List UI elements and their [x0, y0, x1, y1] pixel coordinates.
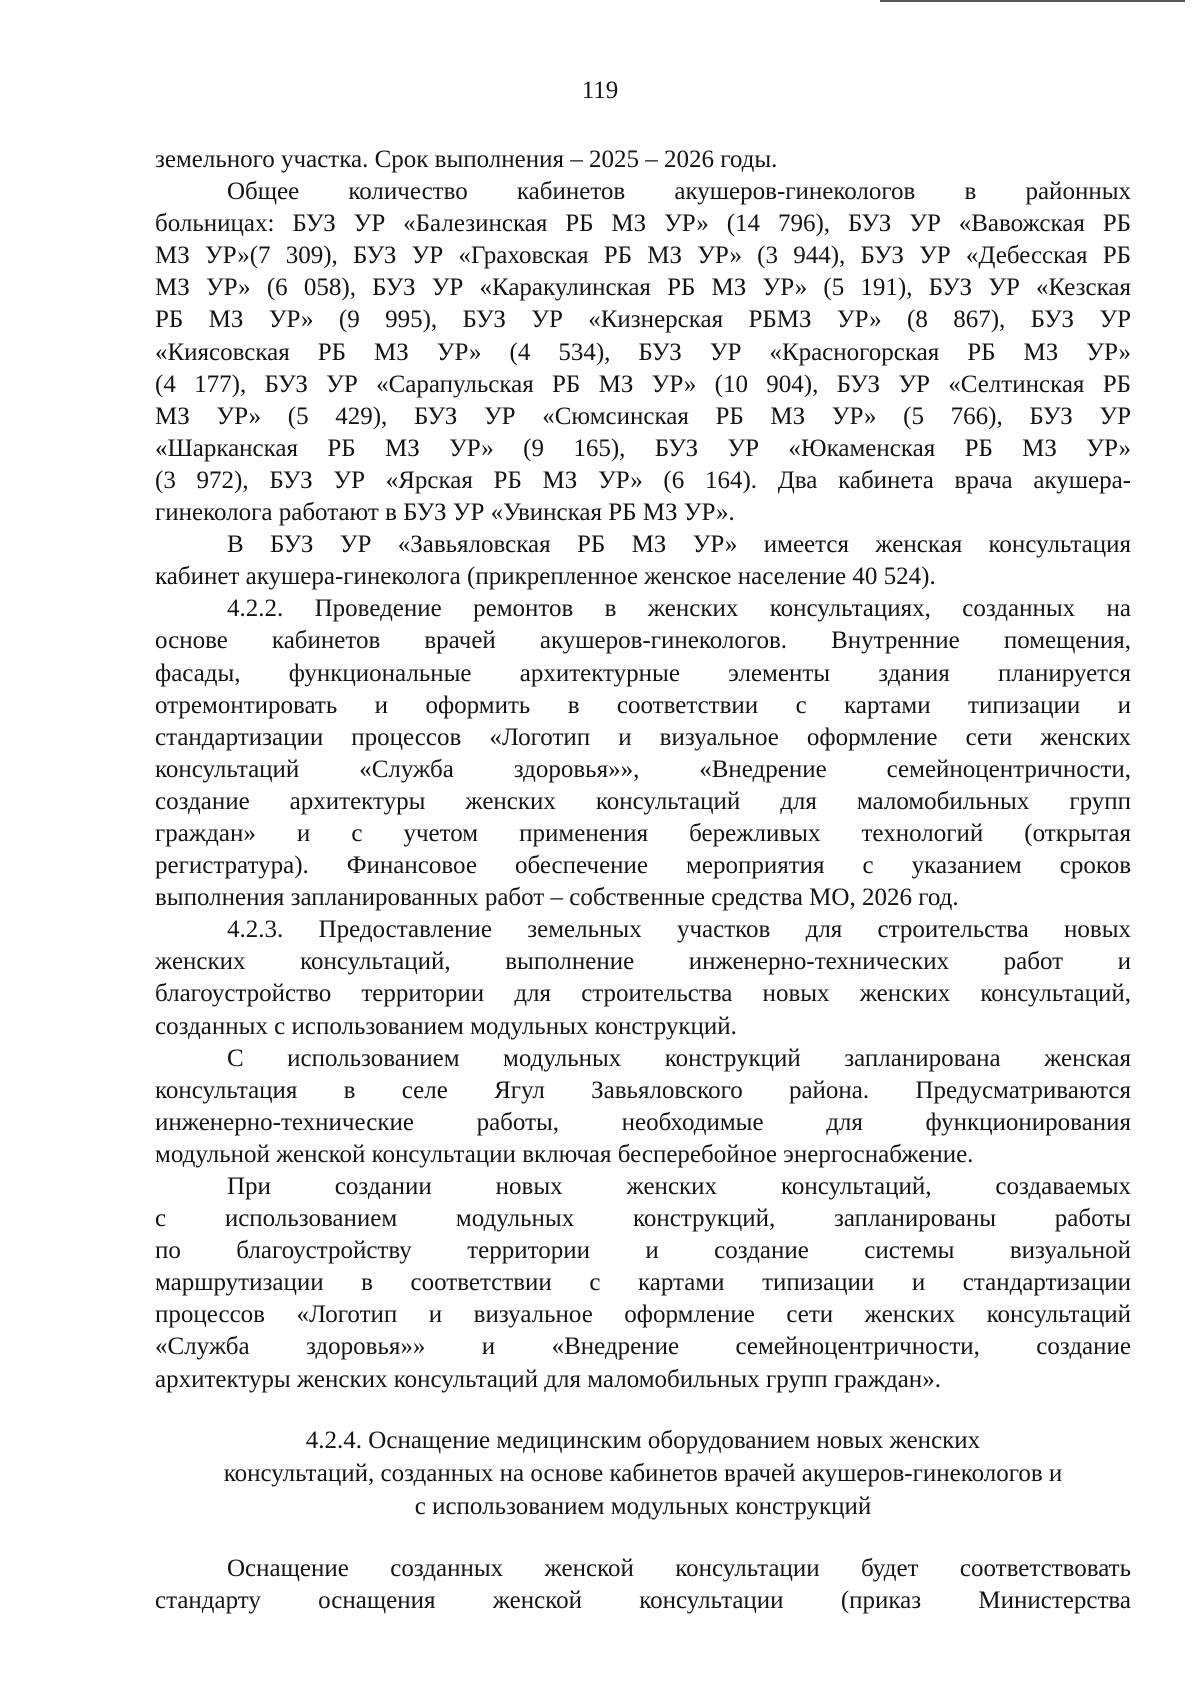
scan-edge-line [880, 0, 1185, 2]
text-line: (4 177), БУЗ УР «Сарапульская РБ МЗ УР» (10 904), БУЗ УР «Селтинская РБ [155, 370, 1131, 398]
text-line: В БУЗ УР «Завьяловская РБ МЗ УР» имеется женская консультация [227, 531, 1131, 559]
text-line: благоустройство территории для строительства новых женских консультаций, [155, 980, 1131, 1008]
closing-text [155, 1553, 1131, 1617]
page-number: 119 [581, 77, 619, 104]
heading-line: 4.2.4. Оснащение медицинским оборудованием новых женских [305, 1426, 981, 1454]
heading-line: с использованием модульных конструкций [414, 1492, 872, 1520]
text-line: 4.2.2. Проведение ремонтов в женских консультациях, созданных на [227, 595, 1131, 623]
text-line: архитектуры женских консультаций для маломобильных групп граждан». [155, 1365, 941, 1393]
text-line: женских консультаций, выполнение инженерно-технических работ и [155, 948, 1131, 976]
text-line: стандартизации процессов «Логотип и визуальное оформление сети женских [155, 723, 1131, 751]
text-line: созданных с использованием модульных конструкций. [155, 1012, 737, 1040]
text-line: 4.2.3. Предоставление земельных участков для строительства новых [227, 916, 1131, 944]
text-line: (3 972), БУЗ УР «Ярская РБ МЗ УР» (6 164). Два кабинета врача акушера- [155, 466, 1131, 494]
text-line: по благоустройству территории и создание системы визуальной [155, 1237, 1131, 1265]
text-line: консультаций «Служба здоровья»», «Внедрение семейноцентричности, [155, 755, 1131, 783]
text-line: больницах: БУЗ УР «Балезинская РБ МЗ УР» (14 796), БУЗ УР «Вавожская РБ [155, 210, 1131, 238]
text-line: маршрутизации в соответствии с картами типизации и стандартизации [155, 1269, 1131, 1297]
text-line: создание архитектуры женских консультаций для маломобильных групп [155, 787, 1131, 815]
text-line: модульной женской консультации включая бесперебойное энергоснабжение. [155, 1140, 974, 1168]
text-line: гинеколога работают в БУЗ УР «Увинская РБ МЗ УР». [155, 499, 735, 527]
text-line: С использованием модульных конструкций запланирована женская [227, 1044, 1131, 1072]
text-line: Оснащение созданных женской консультации будет соответствовать [227, 1554, 1131, 1582]
text-line: инженерно-технические работы, необходимые для функционирования [155, 1108, 1131, 1136]
text-line: МЗ УР» (5 429), БУЗ УР «Сюмсинская РБ МЗ УР» (5 766), БУЗ УР [155, 402, 1131, 430]
text-line: процессов «Логотип и визуальное оформление сети женских консультаций [155, 1301, 1131, 1329]
text-line: РБ МЗ УР» (9 995), БУЗ УР «Кизнерская РБМЗ УР» (8 867), БУЗ УР [155, 306, 1131, 334]
text-line: регистратура). Финансовое обеспечение мероприятия с указанием сроков [155, 852, 1131, 880]
text-line: «Шарканская РБ МЗ УР» (9 165), БУЗ УР «Юкаменская РБ МЗ УР» [155, 434, 1131, 462]
text-line: МЗ УР» (6 058), БУЗ УР «Каракулинская РБ МЗ УР» (5 191), БУЗ УР «Кезская [155, 274, 1131, 302]
text-line: с использованием модульных конструкций, запланированы работы [155, 1205, 1131, 1233]
text-line: земельного участка. Срок выполнения – 2025 – 2026 годы. [155, 146, 778, 173]
section-heading [155, 1424, 1131, 1523]
text-line: основе кабинетов врачей акушеров-гинекологов. Внутренние помещения, [155, 627, 1131, 655]
text-line: МЗ УР»(7 309), БУЗ УР «Граховская РБ МЗ УР» (3 944), БУЗ УР «Дебесская РБ [155, 242, 1131, 270]
text-line: «Киясовская РБ МЗ УР» (4 534), БУЗ УР «Красногорская РБ МЗ УР» [155, 338, 1131, 366]
text-line: выполнения запланированных работ – собственные средства МО, 2026 год. [155, 884, 959, 912]
heading-line: консультаций, созданных на основе кабинетов врачей акушеров-гинекологов и [223, 1459, 1063, 1487]
body-text [155, 144, 1131, 1396]
document-body [155, 144, 1131, 1617]
text-line: отремонтировать и оформить в соответствии с картами типизации и [155, 691, 1131, 719]
text-line: фасады, функциональные архитектурные элементы здания планируется [155, 659, 1131, 687]
text-line: консультация в селе Ягул Завьяловского района. Предусматриваются [155, 1076, 1131, 1104]
text-line: кабинет акушера-гинеколога (прикрепленное женское население 40 524). [155, 563, 936, 591]
text-line: «Служба здоровья»» и «Внедрение семейноцентричности, создание [155, 1333, 1131, 1361]
text-line: Общее количество кабинетов акушеров-гинекологов в районных [227, 178, 1131, 206]
text-line: стандарту оснащения женской консультации (приказ Министерства [155, 1586, 1131, 1614]
text-line: граждан» и с учетом применения бережливых технологий (открытая [155, 819, 1131, 847]
text-line: При создании новых женских консультаций, создаваемых [227, 1173, 1131, 1200]
